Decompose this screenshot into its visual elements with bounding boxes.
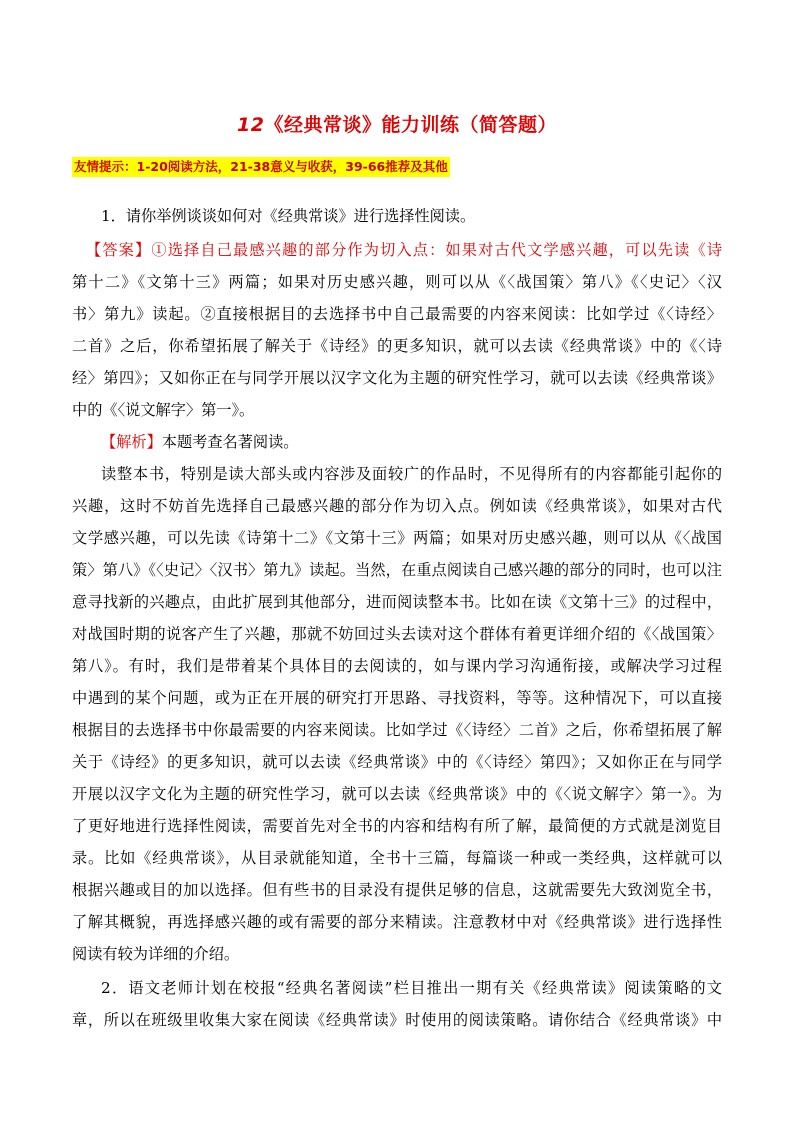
analysis-line-3: 文学感兴趣，可以先读《诗第十二》《文第十三》两篇；如果对历史感兴趣，则可以从《〈战国	[72, 529, 722, 547]
title-number: 12	[237, 114, 265, 136]
answer-line-5: 经〉第四》；又如你正在与同学开展以汉字文化为主题的研究性学习，就可以去读《经典常谈》	[72, 369, 722, 387]
analysis-line-6: 对战国时期的说客产生了兴趣，那就不妨回过头去读对这个群体有着更详细介绍的《〈战国策〉	[72, 625, 722, 643]
answer-line-2: 第十二》《文第十三》两篇；如果对历史感兴趣，则可以从《〈战国策〉第八》《〈史记〉〈汉	[72, 273, 722, 291]
title-text: 《经典常谈》能力训练（简答题）	[264, 114, 557, 136]
analysis-tag: 【解析】	[101, 433, 162, 451]
answer-line-4: 二首》之后，你希望拓展了解关于《诗经》的更多知识，就可以去读《经典常谈》中的《〈诗	[72, 337, 722, 355]
question-2-line-2: 章，所以在班级里收集大家在阅读《经典常读》时使用的阅读策略。请你结合《经典常谈》中	[72, 1011, 722, 1029]
analysis-line-7: 第八》。有时，我们是带着某个具体目的去阅读的，如与课内学习沟通衔接，或解决学习过程	[72, 657, 722, 675]
answer-line-3: 书〉第九》读起。②直接根据目的去选择书中自己最需要的内容来阅读：比如学过《〈诗经〉	[72, 305, 722, 323]
analysis-line-5: 意寻找新的兴趣点，由此扩展到其他部分，进而阅读整本书。比如在读《文第十三》的过程中，	[72, 593, 722, 611]
question-1: 1．请你举例谈谈如何对《经典常谈》进行选择性阅读。	[101, 207, 476, 225]
question-2-line-1: 2．语文老师计划在校报“经典名著阅读”栏目推出一期有关《经典常读》阅读策略的文	[101, 979, 722, 997]
analysis-line-14: 根据兴趣或目的加以选择。但有些书的目录没有提供足够的信息，这就需要先大致浏览全书，	[72, 881, 722, 899]
analysis-line-12: 了更好地进行选择性阅读，需要首先对全书的内容和结构有所了解，最简便的方式就是浏览目	[72, 817, 722, 835]
analysis-line-10: 关于《诗经》的更多知识，就可以去读《经典常谈》中的《〈诗经〉第四》；又如你正在与同学	[72, 753, 722, 771]
answer-highlight: ①选择自己最感兴趣的部分作为切入点：如果对古代文学感兴趣，可以先读《诗	[151, 241, 723, 259]
page-title	[0, 110, 794, 137]
hint-banner: 友情提示：1-20阅读方法，21-38意义与收获，39-66推荐及其他	[72, 157, 450, 177]
analysis-header	[101, 432, 751, 452]
analysis-line-16: 阅读有较为详细的介绍。	[72, 945, 240, 963]
analysis-line-4: 策〉第八》《〈史记〉〈汉书〉第九》读起。当然，在重点阅读自己感兴趣的部分的同时，也可以注	[72, 561, 722, 579]
analysis-line-15: 了解其概貌，再选择感兴趣的或有需要的部分来精读。注意教材中对《经典常谈》进行选择性	[72, 913, 722, 931]
analysis-line-13: 录。比如《经典常谈》，从目录就能知道，全书十三篇，每篇谈一种或一类经典，这样就可以	[72, 849, 722, 867]
analysis-line-1: 读整本书，特别是读大部头或内容涉及面较广的作品时，不见得所有的内容都能引起你的	[101, 465, 722, 483]
analysis-intro: 本题考查名著阅读。	[161, 433, 299, 451]
answer-line-1	[86, 240, 722, 260]
analysis-line-8: 中遇到的某个问题，或为正在开展的研究打开思路、寻找资料，等等。这种情况下，可以直接	[72, 689, 722, 707]
answer-tag: 【答案】	[86, 241, 152, 259]
analysis-line-9: 根据目的去选择书中你最需要的内容来阅读。比如学过《〈诗经〉二首》之后，你希望拓展了解	[72, 721, 722, 739]
answer-line-6: 中的《〈说文解字〉第一》。	[72, 401, 255, 419]
analysis-line-11: 开展以汉字文化为主题的研究性学习，就可以去读《经典常谈》中的《〈说文解字〉第一》。为	[72, 785, 722, 803]
analysis-line-2: 兴趣，这时不妨首先选择自己最感兴趣的部分作为切入点。例如读《经典常谈》，如果对古代	[72, 497, 722, 515]
